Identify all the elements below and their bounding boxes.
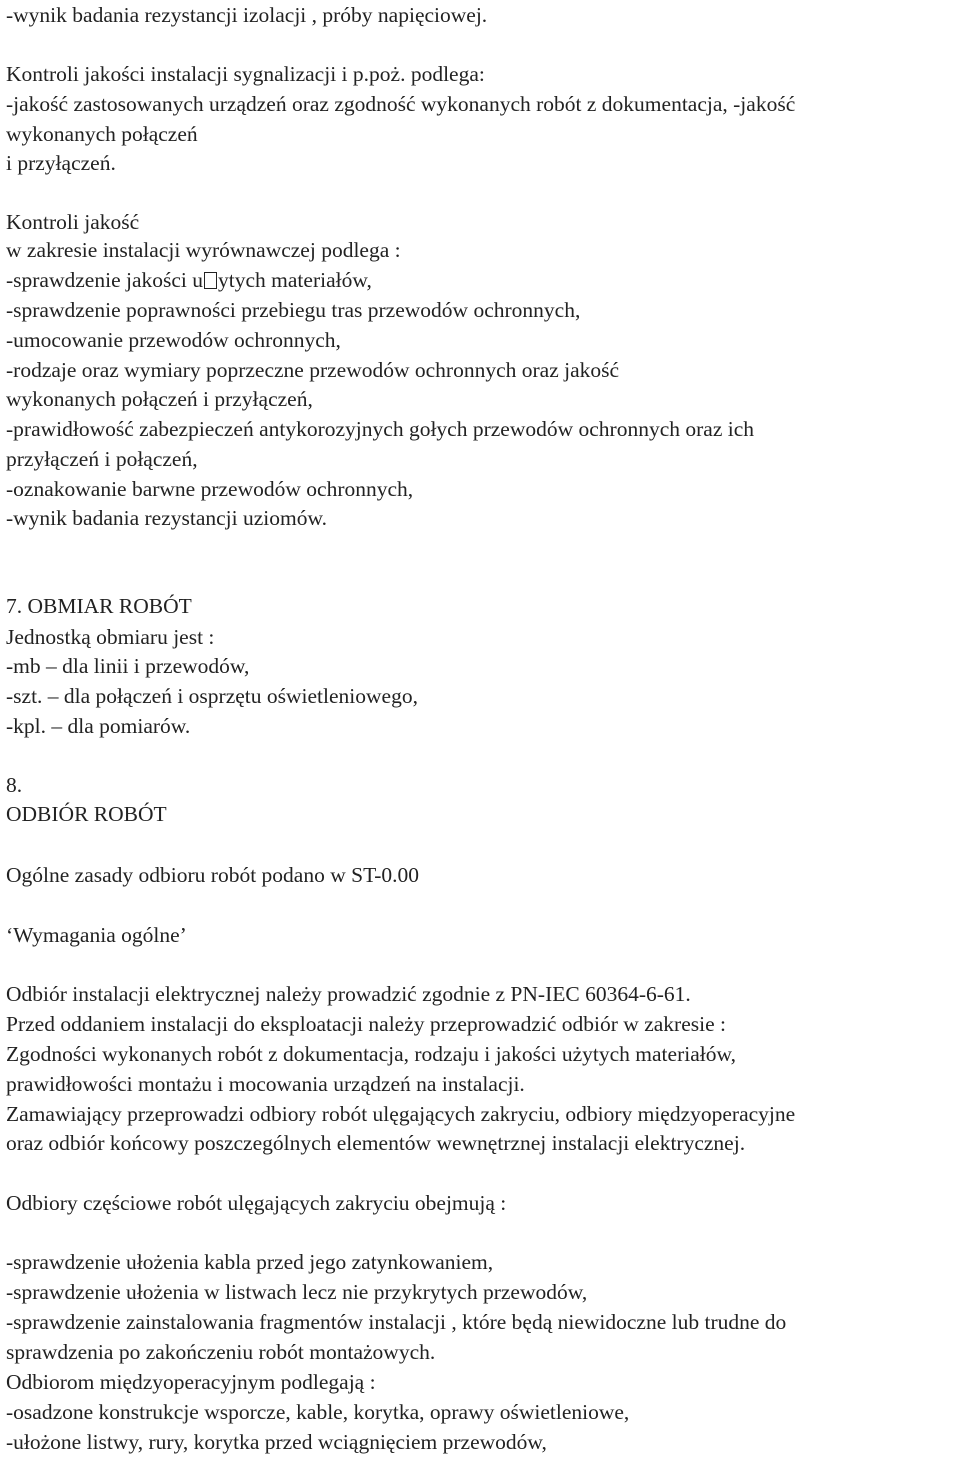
text-fragment: -sprawdzenie jakości u [6, 268, 204, 292]
text-line: -sprawdzenie poprawności przebiegu tras przewodów ochronnych, [6, 298, 581, 322]
text-line: sprawdzenia po zakończeniu robót montażowych. [6, 1340, 436, 1364]
text-line: -prawidłowość zabezpieczeń antykorozyjnych gołych przewodów ochronnych oraz ich [6, 417, 755, 441]
text-line: -umocowanie przewodów ochronnych, [6, 328, 341, 352]
text-line: Odbiór instalacji elektrycznej należy prowadzić zgodnie z PN-IEC 60364-6-61. [6, 982, 691, 1006]
text-line: Odbiory częściowe robót ulęgających zakryciu obejmują : [6, 1191, 507, 1215]
text-line: w zakresie instalacji wyrównawczej podlega : [6, 238, 401, 262]
text-line: oraz odbiór końcowy poszczególnych elementów wewnętrznej instalacji elektrycznej. [6, 1131, 746, 1155]
text-line: -kpl. – dla pomiarów. [6, 714, 191, 738]
text-line: -sprawdzenie ułożenia kabla przed jego zatynkowaniem, [6, 1250, 494, 1274]
text-line: Zgodności wykonanych robót z dokumentacja, rodzaju i jakości użytych materiałów, [6, 1042, 736, 1066]
text-line: Ogólne zasady odbioru robót podano w ST-0.00 [6, 863, 420, 887]
text-line: -ułożone listwy, rury, korytka przed wciągnięciem przewodów, [6, 1430, 547, 1454]
text-line: Zamawiający przeprowadzi odbiory robót ulęgających zakryciu, odbiory międzyoperacyjne [6, 1102, 796, 1126]
text-line: wykonanych połączeń i przyłączeń, [6, 387, 313, 411]
missing-glyph-box [204, 272, 217, 289]
text-line: prawidłowości montażu i mocowania urządzeń na instalacji. [6, 1072, 525, 1096]
text-line: Odbiorom międzyoperacyjnym podlegają : [6, 1370, 376, 1394]
text-line: -sprawdzenie zainstalowania fragmentów instalacji , które będą niewidoczne lub trudne do [6, 1310, 787, 1334]
text-line: Kontroli jakości instalacji sygnalizacji i p.poż. podlega: [6, 62, 485, 86]
text-line: -mb – dla linii i przewodów, [6, 654, 250, 678]
text-line: -szt. – dla połączeń i osprzętu oświetleniowego, [6, 684, 418, 708]
text-line: i przyłączeń. [6, 151, 116, 175]
text-line: Przed oddaniem instalacji do eksploatacji należy przeprowadzić odbiór w zakresie : [6, 1012, 726, 1036]
text-line: -wynik badania rezystancji izolacji , próby napięciowej. [6, 3, 488, 27]
text-line: ‘Wymagania ogólne’ [6, 923, 187, 947]
text-line: -osadzone konstrukcje wsporcze, kable, korytka, oprawy oświetleniowe, [6, 1400, 630, 1424]
text-fragment: ytych materiałów, [218, 268, 372, 292]
text-line-with-missing-glyph [6, 270, 372, 292]
section-heading: 7. OBMIAR ROBÓT [6, 594, 192, 618]
text-line: -sprawdzenie ułożenia w listwach lecz nie przykrytych przewodów, [6, 1280, 588, 1304]
text-line: -jakość zastosowanych urządzeń oraz zgodność wykonanych robót z dokumentacja, -jakość [6, 92, 796, 116]
text-line: -oznakowanie barwne przewodów ochronnych, [6, 477, 414, 501]
text-line: -wynik badania rezystancji uziomów. [6, 506, 327, 530]
text-line: -rodzaje oraz wymiary poprzeczne przewodów ochronnych oraz jakość [6, 358, 620, 382]
section-heading: ODBIÓR ROBÓT [6, 802, 167, 826]
text-line: Jednostką obmiaru jest : [6, 625, 215, 649]
section-number: 8. [6, 773, 23, 797]
text-line: Kontroli jakość [6, 210, 140, 234]
text-line: wykonanych połączeń [6, 122, 198, 146]
text-line: przyłączeń i połączeń, [6, 447, 198, 471]
